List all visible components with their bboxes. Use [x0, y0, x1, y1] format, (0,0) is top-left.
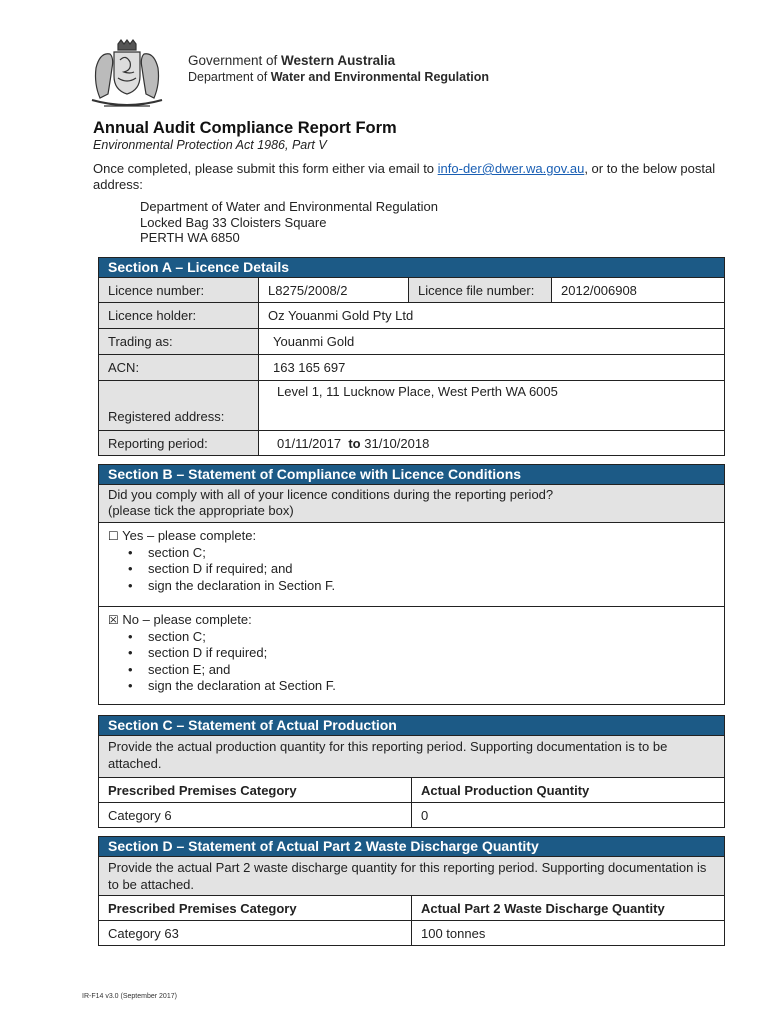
form-version: IR-F14 v3.0 (September 2017)	[82, 993, 177, 1000]
yes-requirements-list	[108, 545, 715, 595]
no-requirements-list	[108, 629, 715, 695]
submission-instructions	[93, 161, 723, 192]
email-link[interactable]: info-der@dwer.wa.gov.au	[437, 161, 585, 176]
acn-row	[99, 354, 724, 380]
licence-number-row	[99, 277, 724, 302]
section-c-heading: Section C – Statement of Actual Production	[99, 716, 724, 735]
table-row	[99, 920, 724, 945]
address-line: Locked Bag 33 Cloisters Square	[140, 214, 327, 230]
premises-category-field[interactable]: Category 63	[108, 925, 179, 941]
licence-file-label: Licence file number:	[408, 278, 551, 302]
waste-discharge-quantity-field[interactable]: 100 tonnes	[411, 921, 724, 945]
col-waste-discharge-quantity: Actual Part 2 Waste Discharge Quantity	[411, 896, 724, 920]
government-header	[88, 38, 648, 112]
trading-as-row	[99, 328, 724, 354]
col-production-quantity: Actual Production Quantity	[411, 778, 724, 802]
yes-label: Yes – please complete:	[122, 528, 257, 543]
section-d-heading: Section D – Statement of Actual Part 2 Waste Discharge Quantity	[99, 837, 724, 856]
period-to: 31/10/2018	[364, 435, 430, 451]
period-from: 01/11/2017	[277, 435, 342, 451]
trading-as-label: Trading as:	[99, 329, 258, 354]
list-item: • sign the declaration at Section F.	[148, 678, 715, 695]
gov-prefix: Government of	[188, 53, 282, 68]
section-b-compliance-statement	[98, 464, 725, 705]
section-d-instruction: Provide the actual Part 2 waste discharge quantity for this reporting period. Supporting documentation is to be attached.	[99, 856, 724, 895]
list-item: • section C;	[148, 629, 715, 646]
gov-name: Western Australia	[281, 53, 396, 68]
reporting-period-label: Reporting period:	[99, 431, 258, 455]
section-d-waste-discharge	[98, 836, 725, 946]
list-item: • sign the declaration in Section F.	[148, 578, 715, 595]
intro-text-end: , or to the below postal address:	[93, 161, 716, 192]
no-option	[99, 606, 724, 704]
list-item: • section D if required; and	[148, 561, 715, 578]
licence-holder-field[interactable]: Oz Youanmi Gold Pty Ltd	[258, 303, 724, 328]
licence-file-field[interactable]: 2012/006908	[551, 278, 724, 302]
table-row	[99, 802, 724, 827]
licence-holder-label: Licence holder:	[99, 303, 258, 328]
compliance-question	[99, 484, 724, 522]
premises-category-field[interactable]: Category 6	[108, 807, 172, 823]
col-premises-category: Prescribed Premises Category	[108, 900, 297, 916]
reporting-period-field[interactable]	[258, 431, 724, 455]
col-premises-category: Prescribed Premises Category	[108, 782, 297, 798]
question-line-2: (please tick the appropriate box)	[108, 503, 294, 518]
wa-coat-of-arms-icon	[88, 38, 166, 110]
intro-text-start: Once completed, please submit this form either via email to	[93, 161, 438, 176]
production-quantity-field[interactable]: 0	[411, 803, 724, 827]
reporting-period-row	[99, 430, 724, 455]
section-c-table-header	[99, 777, 724, 802]
acn-label: ACN:	[99, 355, 258, 380]
list-item: • section E; and	[148, 662, 715, 679]
yes-option	[99, 522, 724, 606]
postal-address	[140, 199, 438, 246]
no-checkbox[interactable]: ☒	[108, 613, 119, 627]
licence-holder-row	[99, 302, 724, 328]
list-item: • section C;	[148, 545, 715, 562]
form-subtitle: Environmental Protection Act 1986, Part V	[93, 138, 327, 152]
address-line: PERTH WA 6850	[140, 230, 240, 245]
address-line: Department of Water and Environmental Regulation	[140, 199, 438, 214]
registered-address-field[interactable]: Level 1, 11 Lucknow Place, West Perth WA 6005	[258, 381, 724, 430]
section-a-licence-details	[98, 257, 725, 456]
licence-number-label: Licence number:	[99, 278, 258, 302]
dept-name: Water and Environmental Regulation	[270, 70, 489, 84]
section-b-heading: Section B – Statement of Compliance with Licence Conditions	[99, 465, 724, 484]
section-a-heading: Section A – Licence Details	[99, 258, 724, 277]
registered-address-row	[99, 380, 724, 430]
government-name	[188, 53, 489, 85]
section-d-table-header	[99, 895, 724, 920]
yes-checkbox[interactable]: ☐	[108, 529, 119, 543]
list-item: • section D if required;	[148, 645, 715, 662]
section-c-actual-production	[98, 715, 725, 828]
period-to-word: to	[348, 435, 361, 451]
licence-number-field[interactable]: L8275/2008/2	[258, 278, 408, 302]
acn-field[interactable]: 163 165 697	[258, 355, 724, 380]
question-line-1: Did you comply with all of your licence conditions during the reporting period?	[108, 487, 554, 502]
dept-prefix: Department of	[188, 70, 271, 84]
trading-as-field[interactable]: Youanmi Gold	[258, 329, 724, 354]
form-title: Annual Audit Compliance Report Form	[93, 119, 397, 137]
registered-address-label: Registered address:	[99, 381, 258, 430]
section-c-instruction: Provide the actual production quantity for this reporting period. Supporting documentation is to be attached.	[99, 735, 724, 777]
no-label: No – please complete:	[122, 612, 252, 627]
